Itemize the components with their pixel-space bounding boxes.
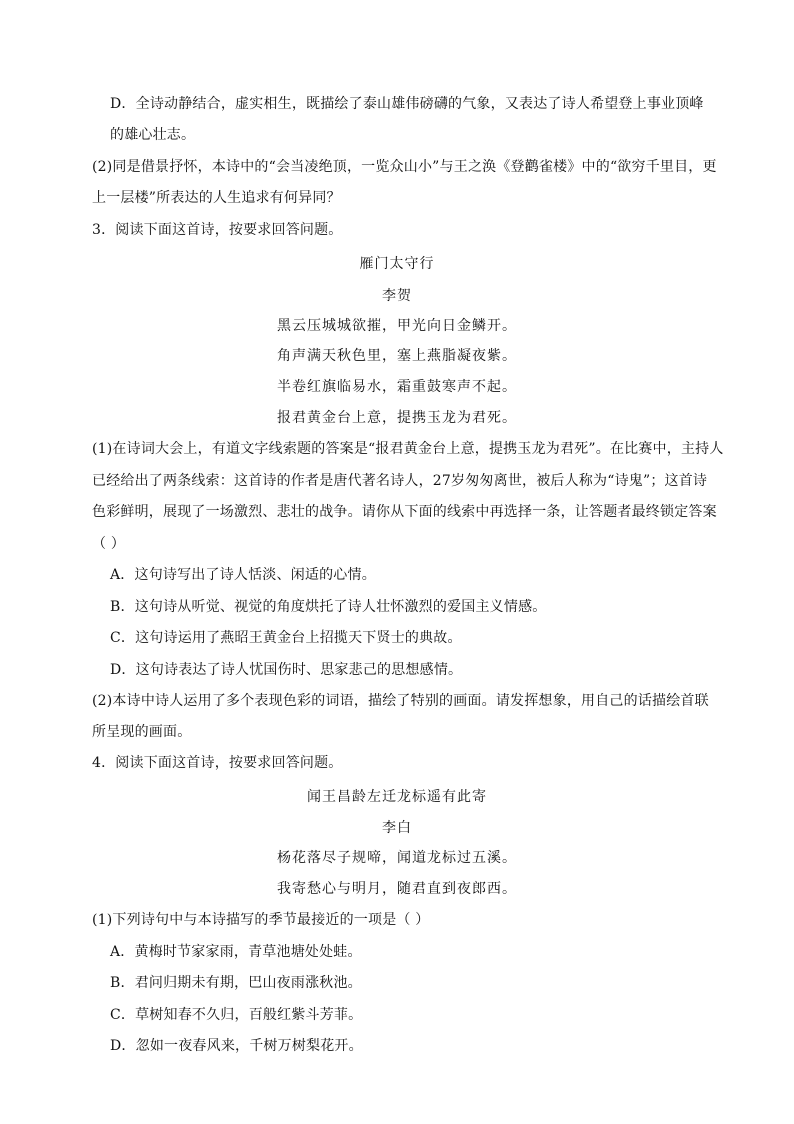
q2-option-d-line1: D．全诗动静结合，虚实相生，既描绘了泰山雄伟磅礴的气象，又表达了诗人希望登上事业顶峰 xyxy=(110,96,704,112)
q3-poem-line: 黑云压城城欲摧，甲光向日金鳞开。 xyxy=(277,318,517,334)
q2-sub2-line2: 上一层楼”所表达的人生追求有何异同？ xyxy=(92,190,341,206)
q4-poem-line: 我寄愁心与明月，随君直到夜郎西。 xyxy=(277,881,517,897)
q3-sub2-line: 所呈现的画面。 xyxy=(92,724,192,740)
q4-sub1: (1)下列诗句中与本诗描写的季节最接近的一项是（ ） xyxy=(92,912,430,928)
q3-option-c: C．这句诗运用了燕昭王黄金台上招揽天下贤士的典故。 xyxy=(110,630,462,646)
q3-sub1-line: 已经给出了两条线索：这首诗的作者是唐代著名诗人，27岁匆匆离世，被后人称为“诗鬼”；这首诗 xyxy=(92,473,708,489)
q3-stem: 3．阅读下面这首诗，按要求回答问题。 xyxy=(92,222,343,238)
q4-option-d: D．忽如一夜春风来，千树万树梨花开。 xyxy=(110,1038,363,1054)
q2-sub2-line1: (2)同是借景抒怀，本诗中的“会当凌绝顶，一览众山小”与王之涣《登鹳雀楼》中的“欲穷千里目，更 xyxy=(92,159,717,175)
q3-poem-title: 雁门太守行 xyxy=(359,256,435,272)
q3-poem-author: 李贺 xyxy=(382,288,412,304)
q4-poem-author: 李白 xyxy=(382,820,412,836)
q4-option-c: C．草树知春不久归，百般红紫斗芳菲。 xyxy=(110,1007,363,1023)
q3-sub1-line: 色彩鲜明，展现了一场激烈、悲壮的战争。请你从下面的线索中再选择一条，让答题者最终锁定答案 xyxy=(92,504,717,520)
q3-option-b: B．这句诗从听觉、视觉的角度烘托了诗人壮怀激烈的爱国主义情感。 xyxy=(110,599,547,615)
q3-option-a: A．这句诗写出了诗人恬淡、闲适的心情。 xyxy=(110,567,376,583)
q4-option-b: B．君问归期未有期，巴山夜雨涨秋池。 xyxy=(110,975,362,991)
q4-poem-title: 闻王昌龄左迁龙标遥有此寄 xyxy=(307,789,487,805)
q4-option-a: A．黄梅时节家家雨，青草池塘处处蛙。 xyxy=(110,944,362,960)
q4-poem-line: 杨花落尽子规啼，闻道龙标过五溪。 xyxy=(277,850,517,866)
q3-sub2-line: (2)本诗中诗人运用了多个表现色彩的词语，描绘了特别的画面。请发挥想象，用自己的话描绘首联 xyxy=(92,693,709,709)
q3-sub1-line: (1)在诗词大会上，有道文字线索题的答案是“报君黄金台上意，提携玉龙为君死”。在比赛中，主持人 xyxy=(92,441,724,457)
q4-stem: 4．阅读下面这首诗，按要求回答问题。 xyxy=(92,755,343,771)
q3-answer-bracket: （ ） xyxy=(92,536,126,552)
q3-poem-line: 半卷红旗临易水，霜重鼓寒声不起。 xyxy=(277,379,517,395)
q2-option-d-line2: 的雄心壮志。 xyxy=(110,127,196,143)
q3-poem-line: 角声满天秋色里，塞上燕脂凝夜紫。 xyxy=(277,348,517,364)
q3-option-d: D．这句诗表达了诗人忧国伤时、思家悲己的思想感情。 xyxy=(110,662,463,678)
q3-poem-line: 报君黄金台上意，提携玉龙为君死。 xyxy=(277,410,517,426)
